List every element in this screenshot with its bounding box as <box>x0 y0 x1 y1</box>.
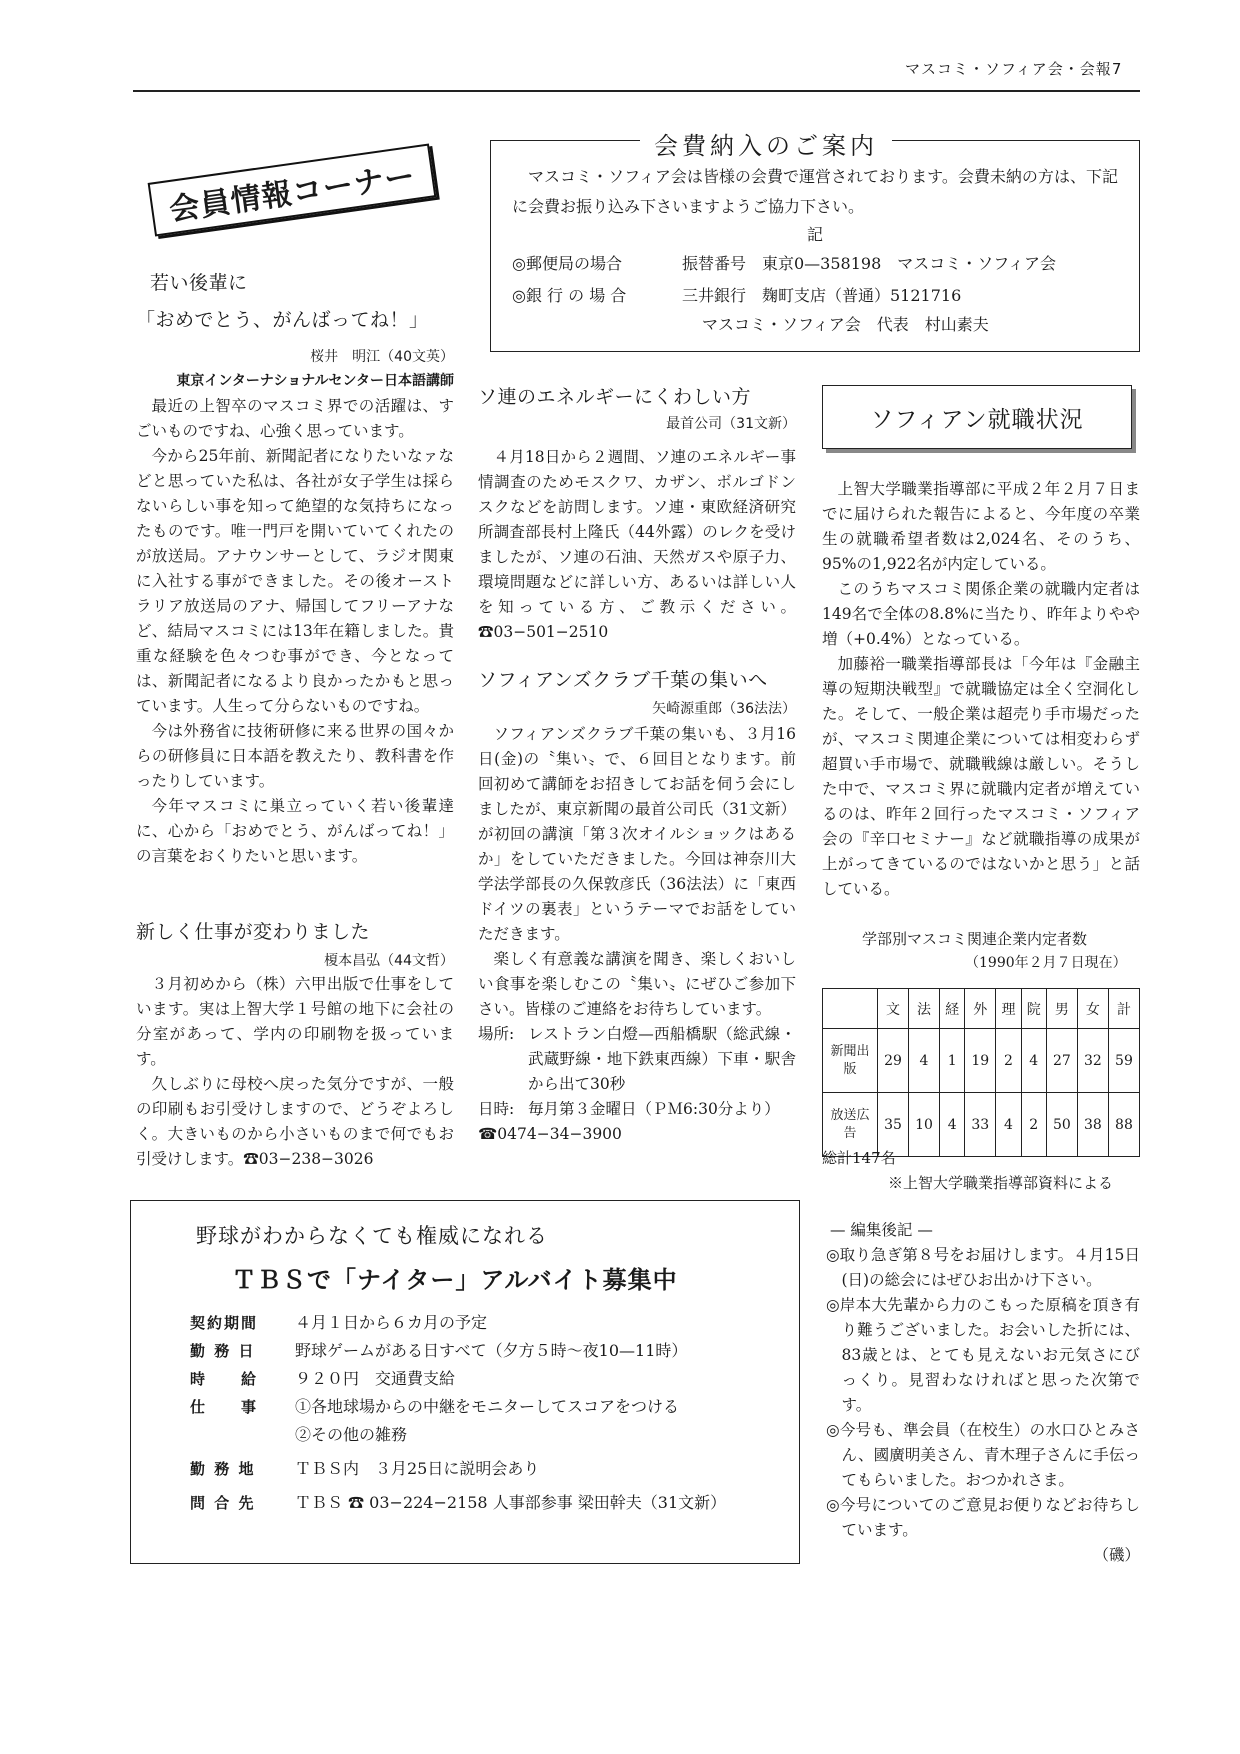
tbs-ad-row: 問 合 先 ＴＢＳ ☎ 03−224−2158 人事部参事 梁田幹夫（31文新） <box>190 1493 727 1512</box>
running-title: マスコミ・ソフィア会・会報 <box>905 60 1112 78</box>
tbs-ad-row: 勤 務 地 ＴＢＳ内 ３月25日に説明会あり <box>190 1459 540 1478</box>
table-col-header: 経 <box>940 989 965 1029</box>
editor-note-item: ◎今号についてのご意見お便りなどお待ちしています。 <box>826 1496 1140 1539</box>
table-cell: 4 <box>996 1093 1021 1157</box>
article-paragraph: 今は外務省に技術研修に来る世界の国々からの研修員に日本語を教えたり、教科書を作ったりしています。 <box>136 722 454 790</box>
table-col-header: 男 <box>1046 989 1077 1029</box>
article-new-job <box>136 917 454 1172</box>
table-cell: 88 <box>1108 1093 1139 1157</box>
tbs-ad-tagline: 野球がわからなくても権威になれる <box>196 1224 548 1248</box>
sophian-paragraph: 加藤裕一職業指導部長は「今年は『金融主導の短期決戦型』で就職協定は全く空洞化した。そして、一般企業は超売り手市場だったが、マスコミ関連企業については相変わらず超買い手市場で、就職戦線は厳しい。そうした中で、マスコミ界に就職内定者が増えているのは、昨年２回行ったマスコミ・ソフィア会の『辛口セミナー』など就職指導の成果が上がってきているのではないかと思う」と話している。 <box>822 655 1140 898</box>
article-heading: 新しく仕事が変わりました <box>136 921 371 943</box>
table-title: 学部別マスコミ関連企業内定者数 <box>862 930 1088 948</box>
table-cell: 2 <box>996 1029 1021 1093</box>
table-cell: 4 <box>940 1093 965 1157</box>
article-heading: ソフィアンズクラブ千葉の集いへ <box>478 669 768 691</box>
article-paragraph: ソフィアンズクラブ千葉の集いも、３月16日(金)の〝集い〟で、６回目となります。前回初めて講師をお招きしてお話を伺う会にしましたが、東京新聞の最首公司氏（31文新）が初回の講演「第３次オイルショックはあるか」をしていただきました。今回は神奈川大学法学部長の久保敦彦氏（36法法）に「東西ドイツの裏表」というテーマでお話をしていただきます。 <box>478 725 796 943</box>
table-cell: 27 <box>1046 1029 1077 1093</box>
sophian-heading-box <box>822 385 1132 449</box>
postal-info: 振替番号 東京0—358198 マスコミ・ソフィア会 <box>682 254 1056 273</box>
tbs-ad-row: 時 給 ９２０円 交通費支給 <box>190 1369 456 1388</box>
tbs-ad-content <box>150 1220 780 1517</box>
corner-title: 会員情報コーナー <box>167 158 418 229</box>
tbs-ad-row: 契約期間 ４月１日から６カ月の予定 <box>190 1313 488 1332</box>
fee-notice-content <box>512 162 1118 338</box>
bank-info: 三井銀行 麹町支店（普通）5121716 <box>682 286 962 305</box>
tbs-ad-row: ②その他の雑務 <box>295 1425 408 1444</box>
article-paragraph: 今から25年前、新聞記者になりたいなァなどと思っていた私は、各社が女子学生は採らないらしい事を知って絶望的な気持ちになったものです。唯一門戸を開いていてくれたのが放送局。アナウンサーとして、ラジオ関東に入社する事ができました。その後オーストラリア放送局のアナ、帰国してフリーアナなど、結局マスコミには13年在籍しました。貴重な経験を色々つむ事ができ、今となっては、新聞記者になるより良かったかもと思っています。人生って分らないものですね。 <box>136 447 454 715</box>
page-number: 7 <box>1111 60 1123 78</box>
sophian-paragraph: このうちマスコミ関係企業の就職内定者は149名で全体の8.8%に当たり、昨年よりやや増（+0.4%）となっている。 <box>822 580 1140 648</box>
table-cell: 1 <box>940 1029 965 1093</box>
article-author: 最首公司（31文新） <box>666 416 796 432</box>
article-affiliation: 東京インターナショナルセンター日本語講師 <box>176 373 454 389</box>
table-row <box>823 1029 1140 1093</box>
table-col-header: 女 <box>1077 989 1108 1029</box>
tbs-ad-headline: ＴＢＳで「ナイター」アルバイト募集中 <box>232 1265 678 1294</box>
editor-note-heading: — 編集後記 — <box>830 1221 933 1239</box>
editor-note-item: ◎岸本大先輩から力のこもった原稿を頂き有り難うございました。お会いした折には、83歳とは、とても見えないお元気さにびっくり。見習わなければと思った次第です。 <box>826 1296 1140 1414</box>
place: レストラン白燈—西船橋駅（総武線・武蔵野線・地下鉄東西線）下車・駅舎から出て30秒 <box>528 1025 796 1093</box>
sophian-paragraph: 上智大学職業指導部に平成２年２月７日までに届けられた報告によると、今年度の卒業生の就職希望者数は2,024名、そのうち、95%の1,922名が内定している。 <box>822 480 1140 573</box>
article-paragraph: 久しぶりに母校へ戻った気分ですが、一般の印刷もお引受けしますので、どうぞよろしく。大きいものから小さいものまで何でもお引受けします。☎03−238−3026 <box>136 1075 454 1168</box>
fee-notice-body: マスコミ・ソフィア会は皆様の会費で運営されております。会費未納の方は、下記に会費お振り込み下さいますようご協力下さい。 <box>512 167 1118 216</box>
editor-note <box>826 1218 1140 1568</box>
table-col-header: 理 <box>996 989 1021 1029</box>
article-congratulations <box>136 268 454 869</box>
table-header-row <box>823 989 1140 1029</box>
editor-note-item: ◎今号も、準会員（在校生）の水口ひとみさん、國廣明美さん、青木理子さんに手伝ってもらいました。おつかれさま。 <box>826 1421 1140 1489</box>
sophian-text <box>822 477 1140 902</box>
table-col-header: 院 <box>1021 989 1046 1029</box>
table-cell: 35 <box>878 1093 909 1157</box>
article-paragraph: 最近の上智卒のマスコミ界での活躍は、すごいものですね、心強く思っています。 <box>136 397 454 440</box>
date-label: 日時: <box>478 1100 515 1118</box>
table-cell: 19 <box>965 1029 996 1093</box>
table-cell: 50 <box>1046 1093 1077 1157</box>
article-author: 桜井 明江（40文英） <box>310 349 454 365</box>
editor-note-item: ◎取り急ぎ第８号をお届けします。４月15日(日)の総会にはぜひお出かけ下さい。 <box>826 1246 1140 1289</box>
representative: マスコミ・ソフィア会 代表 村山素夫 <box>702 315 989 334</box>
table-corner-cell <box>823 989 878 1029</box>
date: 毎月第３金曜日（ＰＭ6:30分より） <box>528 1100 780 1118</box>
fee-notice-title: 会費納入のご案内 <box>640 126 892 161</box>
table-cell: 4 <box>1021 1029 1046 1093</box>
table-row-label: 新聞出版 <box>823 1029 878 1093</box>
article-paragraph: 今年マスコミに巣立っていく若い後輩達に、心から「おめでとう、がんばってね！」の言葉をおくりたいと思います。 <box>136 797 454 865</box>
table-source: ※上智大学職業指導部資料による <box>888 1174 1114 1192</box>
contact-tel: ☎0474−34−3900 <box>478 1125 622 1143</box>
fee-notice-ki: 記 <box>806 225 823 244</box>
table-cell: 29 <box>878 1029 909 1093</box>
table-cell: 59 <box>1108 1029 1139 1093</box>
tbs-ad-row: 仕 事 ①各地球場からの中継をモニターしてスコアをつける <box>190 1397 680 1416</box>
table-cell: 33 <box>965 1093 996 1157</box>
table-col-header: 文 <box>878 989 909 1029</box>
sophian-heading: ソフィアン就職状況 <box>870 406 1084 433</box>
running-header <box>905 58 1122 79</box>
table-col-header: 外 <box>965 989 996 1029</box>
table-col-header: 計 <box>1108 989 1139 1029</box>
table-total: 総計147名 <box>822 1149 896 1167</box>
editor-signature: （磯） <box>1093 1546 1140 1564</box>
table-cell: 4 <box>909 1029 940 1093</box>
table-cell: 10 <box>909 1093 940 1157</box>
employment-table <box>822 988 1140 1157</box>
article-author: 矢崎源重郎（36法法） <box>652 701 796 717</box>
article-paragraph: 楽しく有意義な講演を聞き、楽しくおいしい食事を楽しむこの〝集い〟にぜひご参加下さい。皆様のご連絡をお待ちしています。 <box>478 950 796 1018</box>
article-paragraph: ３月初めから（株）六甲出版で仕事をしています。実は上智大学１号館の地下に会社の分室があって、学内の印刷物を扱っています。 <box>136 975 454 1068</box>
table-cell: 38 <box>1077 1093 1108 1157</box>
table-col-header: 法 <box>909 989 940 1029</box>
bank-label: ◎銀 行 の 場 合 <box>512 286 627 305</box>
article-author: 榎本昌弘（44文哲） <box>324 953 454 969</box>
tbs-ad-row: 勤 務 日 野球ゲームがある日すべて（夕方５時〜夜10—11時） <box>190 1341 688 1360</box>
article-paragraph: ４月18日から２週間、ソ連のエネルギー事情調査のためモスクワ、カザン、ボルゴドンスクなどを訪問します。ソ連・東欧経済研究所調査部長村上隆氏（44外露）のレクを受けましたが、ソ連の石油、天然ガスや原子力、環境問題などに詳しい方、あるいは詳しい人を知っている方、ご教示ください。☎03−501−2510 <box>478 448 796 641</box>
article-sophians-club <box>478 665 796 1147</box>
postal-label: ◎郵便局の場合 <box>512 254 622 273</box>
article-soviet-energy <box>478 382 796 645</box>
corner-title-box <box>148 144 437 237</box>
article-heading-line2: 「おめでとう、がんばってね！」 <box>136 309 429 331</box>
header-rule <box>133 90 1140 92</box>
article-heading: ソ連のエネルギーにくわしい方 <box>478 386 752 408</box>
table-row-label: 放送広告 <box>823 1093 878 1157</box>
table-cell: 2 <box>1021 1093 1046 1157</box>
table-cell: 32 <box>1077 1029 1108 1093</box>
table-date: （1990年２月７日現在） <box>965 955 1127 971</box>
place-label: 場所: <box>478 1025 515 1043</box>
article-heading-line1: 若い後輩に <box>150 272 248 294</box>
